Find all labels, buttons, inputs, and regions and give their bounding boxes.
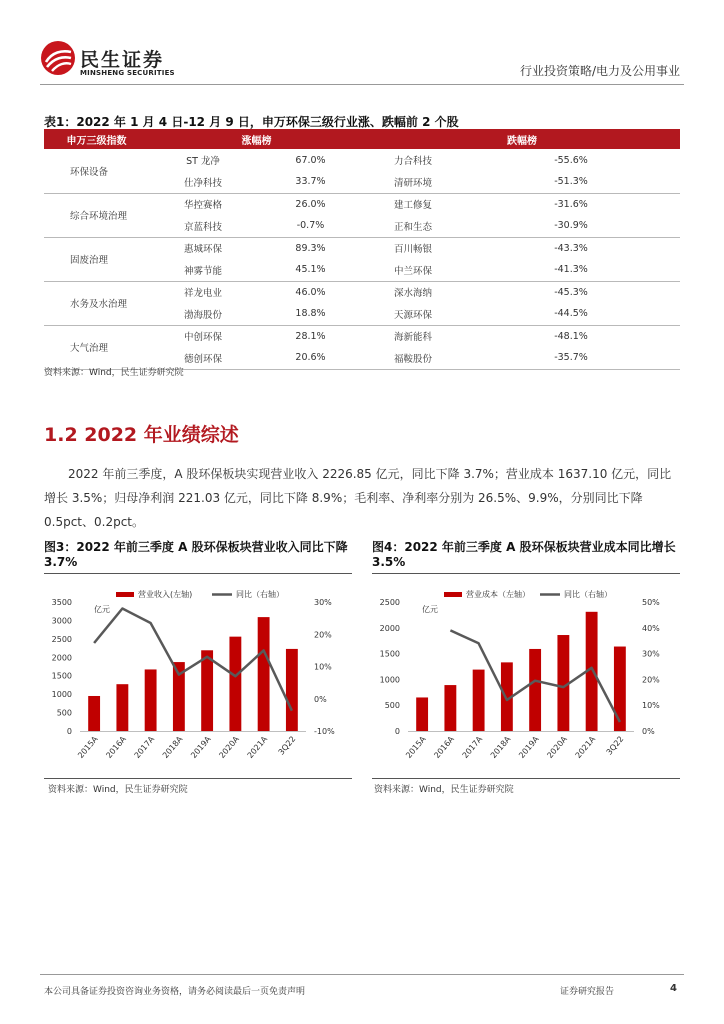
loser-pct-cell: -51.3% — [462, 171, 680, 193]
loser-pct-cell: -41.3% — [462, 259, 680, 281]
table-title: 表1：2022 年 1 月 4 日-12 月 9 日，申万环保三级行业涨、跌幅前 2 个股 — [44, 115, 459, 129]
bar — [473, 670, 485, 731]
header-industry: 申万三级指数 — [44, 129, 149, 149]
gainer-pct-cell: 33.7% — [257, 171, 364, 193]
footer-disclaimer: 本公司具备证券投资咨询业务资格，请务必阅读最后一页免责声明 — [44, 987, 306, 997]
category-label: 2016A — [432, 734, 456, 761]
loser-pct-cell: -44.5% — [462, 303, 680, 325]
header-gainers: 涨幅榜 — [149, 129, 364, 149]
table-row — [44, 325, 680, 347]
paragraph-text: 2022 年前三季度，A 股环保板块实现营业收入 2226.85 亿元，同比下降 3.7%；营业成本 1637.10 亿元，同比增长 3.5%；归母净利润 221.03 亿元，同比下降 8.9%；毛利率、净利率分别为 26.5%、9.9%，分别同比下降 0.5pct、0.2pct。 — [44, 467, 672, 529]
figure3-source: 资料来源：Wind，民生证券研究院 — [48, 785, 188, 795]
figure3-title: 图3：2022 年前三季度 A 股环保板块营业收入同比下降 3.7% — [44, 540, 352, 574]
logo-text-cn: 民生证券 — [80, 49, 165, 71]
industry-cell: 综合环境治理 — [44, 193, 149, 237]
gainer-name-cell: 京蓝科技 — [149, 215, 257, 237]
loser-name-cell: 正和生态 — [364, 215, 462, 237]
figure3-chart — [44, 580, 352, 778]
legend-bar-swatch — [116, 592, 134, 597]
category-label: 3Q22 — [604, 734, 626, 757]
minsheng-logo-icon — [40, 40, 76, 76]
chart-legend — [116, 589, 284, 599]
right-tick-label: 20% — [314, 630, 332, 640]
legend-bar-label: 营业收入(左轴) — [138, 590, 193, 599]
gainer-name-cell: 惠城环保 — [183, 244, 222, 256]
category-label: 2019A — [189, 734, 213, 761]
gainer-pct-cell: 67.0% — [295, 154, 326, 166]
loser-pct-cell: -48.1% — [554, 330, 588, 342]
legend-line-label: 同比（右轴） — [564, 590, 612, 599]
right-tick-label: -10% — [314, 727, 335, 736]
legend-bar-swatch — [444, 592, 462, 597]
right-tick-label: 10% — [314, 662, 332, 672]
page-number: 4 — [670, 983, 677, 994]
gainer-name-cell: ST 龙净 — [186, 156, 220, 167]
right-tick-label: 30% — [314, 598, 332, 607]
category-label: 2015A — [76, 734, 100, 761]
loser-name-cell: 福鞍股份 — [364, 347, 462, 369]
category-label: 2020A — [217, 734, 241, 761]
left-tick-label: 3500 — [51, 598, 72, 607]
left-tick-label: 2000 — [379, 623, 400, 633]
industry-cell: 大气治理 — [44, 325, 149, 369]
bar — [116, 684, 128, 731]
right-tick-label: 30% — [642, 649, 660, 659]
table-row — [44, 149, 680, 171]
gainer-pct-cell: 20.6% — [257, 347, 364, 369]
left-tick-label: 0 — [394, 727, 400, 736]
bar — [229, 637, 241, 731]
figure4-source: 资料来源：Wind，民生证券研究院 — [374, 785, 514, 795]
gainer-name-cell: 仕净科技 — [149, 171, 257, 193]
loser-pct-cell: -31.6% — [554, 198, 588, 210]
figure3-divider — [44, 778, 352, 779]
right-tick-label: 0% — [314, 694, 327, 704]
table-row — [44, 193, 680, 215]
left-tick-label: 2000 — [51, 653, 72, 663]
gainer-pct-cell: 89.3% — [295, 242, 326, 254]
gainer-pct-cell: -0.7% — [257, 215, 364, 237]
loser-name-cell: 天源环保 — [364, 303, 462, 325]
figure4-chart — [372, 580, 680, 778]
figure4-title: 图4：2022 年前三季度 A 股环保板块营业成本同比增长 3.5% — [372, 540, 680, 574]
category-label: 3Q22 — [276, 734, 298, 757]
section-paragraph — [44, 462, 680, 534]
gainer-pct-cell: 26.0% — [295, 198, 326, 210]
gainer-pct-cell: 45.1% — [257, 259, 364, 281]
left-tick-label: 2500 — [379, 598, 400, 607]
unit-label: 亿元 — [422, 605, 438, 614]
right-tick-label: 20% — [642, 675, 660, 685]
left-tick-label: 1000 — [379, 675, 400, 685]
industry-cell: 固废治理 — [44, 237, 149, 281]
loser-pct-cell: -45.3% — [554, 286, 588, 298]
legend-line-label: 同比（右轴） — [236, 590, 284, 599]
loser-name-cell: 百川畅银 — [393, 244, 432, 256]
ranking-table — [44, 129, 680, 370]
header-divider — [40, 84, 684, 85]
logo-text-en: MINSHENG SECURITIES — [80, 69, 175, 77]
report-category: 行业投资策略/电力及公用事业 — [519, 64, 680, 78]
loser-name-cell: 海新能科 — [393, 332, 432, 344]
loser-pct-cell: -55.6% — [554, 154, 588, 166]
legend-bar-label: 营业成本（左轴） — [466, 590, 530, 599]
bar — [416, 697, 428, 731]
loser-name-cell: 建工修复 — [393, 200, 432, 212]
category-label: 2016A — [104, 734, 128, 761]
bar — [286, 649, 298, 731]
left-tick-label: 1500 — [379, 649, 400, 659]
left-tick-label: 2500 — [51, 634, 72, 644]
category-label: 2018A — [488, 734, 513, 761]
revenue-chart-svg — [44, 580, 352, 778]
table-header-row — [44, 129, 680, 149]
right-tick-label: 50% — [642, 598, 660, 607]
category-label: 2018A — [160, 734, 185, 761]
loser-name-cell: 清研环境 — [364, 171, 462, 193]
cost-chart-svg — [372, 580, 680, 778]
loser-name-cell: 中兰环保 — [364, 259, 462, 281]
table-source: 资料来源：Wind，民生证券研究院 — [44, 368, 184, 378]
left-tick-label: 500 — [56, 708, 72, 718]
left-tick-label: 500 — [384, 701, 400, 711]
gainer-name-cell: 华控赛格 — [183, 200, 222, 212]
category-label: 2021A — [573, 734, 598, 761]
category-label: 2020A — [545, 734, 569, 761]
category-label: 2017A — [460, 734, 485, 761]
gainer-pct-cell: 18.8% — [257, 303, 364, 325]
industry-cell: 水务及水治理 — [44, 281, 149, 325]
gainer-name-cell: 神雾节能 — [149, 259, 257, 281]
bar — [201, 650, 213, 731]
table-row — [44, 281, 680, 303]
right-tick-label: 40% — [642, 623, 660, 633]
bar — [145, 669, 157, 731]
left-tick-label: 1500 — [51, 671, 72, 681]
figure4-divider — [372, 778, 680, 779]
industry-cell: 环保设备 — [44, 149, 149, 193]
bar — [258, 617, 270, 731]
left-tick-label: 3000 — [51, 616, 72, 626]
section-title: 1.2 2022 年业绩综述 — [44, 424, 239, 446]
unit-label: 亿元 — [94, 605, 110, 614]
bar — [614, 647, 626, 731]
loser-name-cell: 深水海纳 — [393, 288, 432, 300]
loser-pct-cell: -43.3% — [554, 242, 588, 254]
loser-name-cell: 力合科技 — [393, 156, 432, 167]
page-header — [0, 0, 724, 90]
loser-pct-cell: -35.7% — [462, 347, 680, 369]
gainer-name-cell: 祥龙电业 — [183, 288, 222, 300]
gainer-name-cell: 德创环保 — [149, 347, 257, 369]
right-tick-label: 0% — [642, 727, 655, 736]
gainer-name-cell: 中创环保 — [183, 332, 222, 344]
gainer-name-cell: 渤海股份 — [149, 303, 257, 325]
bar — [88, 696, 100, 731]
bar — [529, 649, 541, 731]
loser-pct-cell: -30.9% — [462, 215, 680, 237]
bar — [444, 685, 456, 731]
table-row — [44, 237, 680, 259]
gainer-pct-cell: 46.0% — [295, 286, 326, 298]
category-label: 2019A — [517, 734, 541, 761]
left-tick-label: 0 — [66, 727, 72, 736]
right-tick-label: 10% — [642, 701, 660, 711]
footer-divider — [40, 974, 684, 975]
footer-report-type: 证券研究报告 — [560, 987, 615, 997]
gainer-pct-cell: 28.1% — [295, 330, 326, 342]
chart-legend — [444, 589, 612, 599]
category-label: 2021A — [245, 734, 270, 761]
header-losers: 跌幅榜 — [364, 129, 680, 149]
category-label: 2017A — [132, 734, 157, 761]
category-label: 2015A — [404, 734, 428, 761]
left-tick-label: 1000 — [51, 690, 72, 700]
